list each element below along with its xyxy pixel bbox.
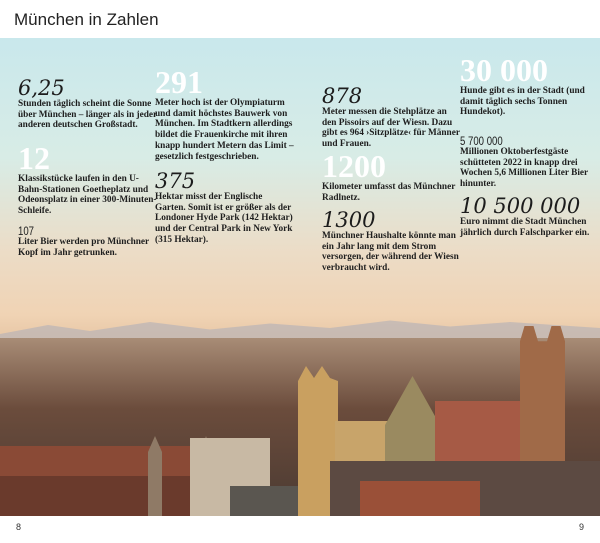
stat-number: 1200 — [322, 148, 386, 184]
stat-text: Klassikstücke laufen in den U-Bahn-Stationen Goetheplatz und Odeonsplatz in einer 300-Minuten-Schleife. — [18, 174, 157, 217]
stat-number: 5 700 000 — [460, 134, 503, 148]
stat-strom — [322, 210, 462, 274]
stat-text: Euro nimmt die Stadt München jährlich durch Falschparker ein. — [460, 217, 590, 238]
stat-text: Stunden täglich scheint die Sonne über München – länger als in jeder anderen deutschen Großstadt. — [18, 99, 157, 131]
city-panorama — [0, 338, 600, 516]
stat-oktoberfest — [460, 135, 600, 190]
stat-hunde — [460, 54, 600, 118]
page-number-right: 9 — [578, 522, 584, 532]
stat-text: Hektar misst der Englische Garten. Somit ist er größer als der Londoner Hyde Park (142 Hektar) und der Central Park in New York (315 Hektar). — [155, 192, 293, 245]
stat-text: Kilometer umfasst das Münchner Radlnetz. — [322, 182, 456, 203]
stat-radlnetz — [322, 150, 462, 203]
stat-classics — [18, 142, 158, 217]
stat-falschparker — [460, 196, 600, 238]
stat-number: 107 — [18, 224, 35, 238]
stat-number: 12 — [18, 140, 50, 176]
stat-number: 878 — [322, 84, 363, 108]
stat-olympiaturm — [155, 66, 295, 162]
stat-number: 291 — [155, 64, 203, 100]
stat-number: 10 500 000 — [460, 194, 581, 218]
stat-text: Liter Bier werden pro Münchner Kopf im Jahr getrunken. — [18, 237, 150, 258]
stat-number: 6,25 — [18, 76, 65, 100]
stat-englischer-garten — [155, 171, 295, 246]
stat-number: 375 — [155, 169, 196, 193]
stat-text: Münchner Haushalte könnte man ein Jahr lang mit dem Strom versorgen, der während der Wiesn verbraucht wird. — [322, 231, 459, 274]
stat-number: 1300 — [322, 208, 376, 232]
stat-text: Hunde gibt es in der Stadt (und damit täglich sechs Tonnen Hundekot). — [460, 86, 585, 118]
stat-number: 30 000 — [460, 52, 548, 88]
stat-pissoirs — [322, 86, 462, 150]
stat-text: Millionen Oktoberfestgäste schütteten 2022 in knapp drei Wochen 5,6 Millionen Liter Bier hinunter. — [460, 147, 588, 190]
page-number-left: 8 — [16, 522, 22, 532]
stat-text: Meter messen die Stehplätze an den Pissoirs auf der Wiesn. Dazu gibt es 964 ›Sitzplätze‹ für Männer und Frauen. — [322, 107, 460, 150]
stat-beer — [18, 225, 158, 258]
stat-text: Meter hoch ist der Olympiaturm und damit höchstes Bauwerk von München. Im Stadtkern allerdings bildet die Frauenkirche mit ihren knapp hundert Metern das Limit – gesetzlich festgeschrieben. — [155, 98, 294, 162]
page-title: München in Zahlen — [14, 10, 159, 29]
stat-sunshine — [18, 78, 158, 131]
